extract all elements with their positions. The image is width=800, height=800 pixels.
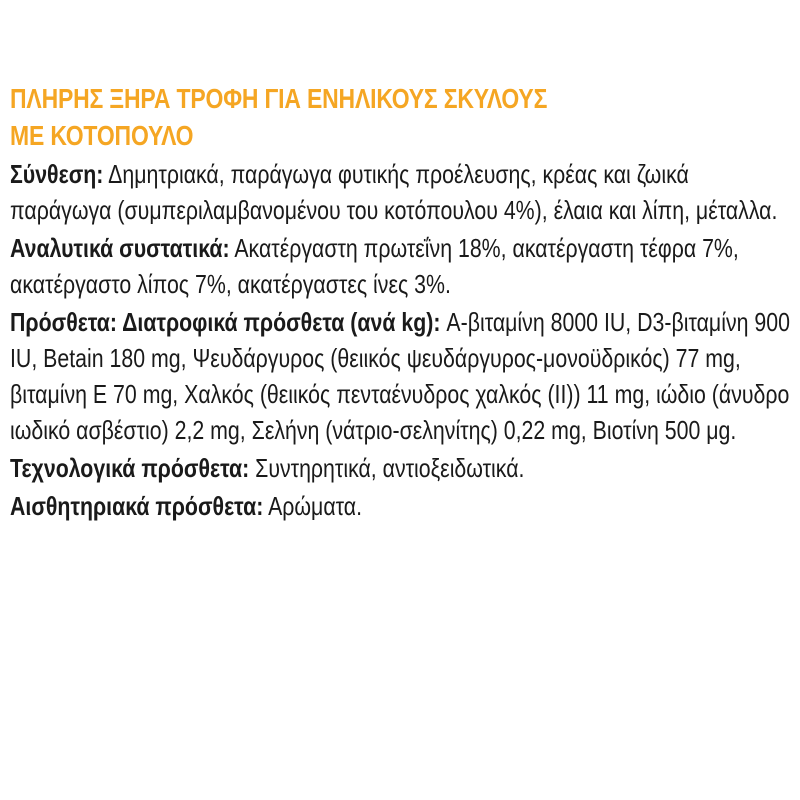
composition-section [10, 156, 790, 228]
analytical-constituents-heading: Αναλυτικά συστατικά: [10, 233, 230, 263]
analytical-constituents-section [10, 230, 790, 302]
technological-additives-text: Συντηρητικά, αντιοξειδωτικά. [249, 453, 525, 483]
product-title-line-1: ΠΛΗΡΗΣ ΞΗΡΑ ΤΡΟΦΗ ΓΙΑ ΕΝΗΛΙΚΟΥΣ ΣΚΥΛΟΥΣ [10, 83, 548, 114]
sensory-additives-heading: Αισθητηριακά πρόσθετα: [10, 491, 264, 521]
additives-text: A-βιταμίνη 8000 IU, D3-βιταμίνη 900 IU, Betain 180 mg, Ψευδάργυρος (θειικός ψευδάργυρος-μονοϋδρικός) 77 mg, βιταμίνη E 70 mg, Χαλκός (θειικός πενταένυδρος χαλκός (II)) 11 mg, ιώδιο (άνυδρο ιωδικό ασβέστιο) 2,2 mg, Σελήνη (νάτριο-σεληνίτης) 0,22 mg, Βιοτίνη 500 μg. [10, 307, 790, 445]
composition-heading: Σύνθεση: [10, 159, 104, 189]
product-title-line-2: ΜΕ ΚΟΤΟΠΟΥΛΟ [10, 120, 194, 151]
technological-additives-heading: Τεχνολογικά πρόσθετα: [10, 453, 250, 483]
additives-section [10, 304, 790, 448]
sensory-additives-text: Αρώματα. [263, 491, 363, 521]
product-label [10, 80, 790, 524]
sensory-additives-section [10, 488, 790, 524]
composition-text: Δημητριακά, παράγωγα φυτικής προέλευσης, κρέας και ζωικά παράγωγα (συμπεριλαμβανομένου του κοτόπουλου 4%), έλαια και λίπη, μέταλλα. [10, 159, 778, 225]
additives-heading: Πρόσθετα: Διατροφικά πρόσθετα (ανά kg): [10, 307, 441, 337]
analytical-constituents-text: Ακατέργαστη πρωτεΐνη 18%, ακατέργαστη τέφρα 7%, ακατέργαστο λίπος 7%, ακατέργαστες ίνες 3%. [10, 233, 739, 299]
technological-additives-section [10, 450, 790, 486]
product-title [10, 80, 790, 154]
